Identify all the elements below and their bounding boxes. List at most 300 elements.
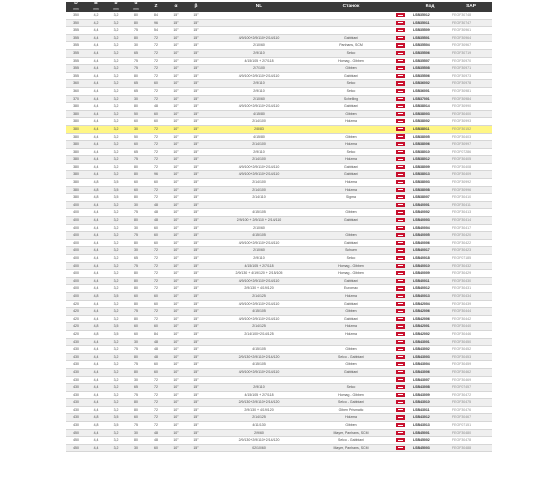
cell-bore: 80 [126,399,146,407]
cell-sap-code: FEOF30414 [450,217,492,225]
cell-sap-code: FEOF30748 [450,12,492,19]
cell-product-code: LSB38008 [410,186,450,194]
new-icon [396,271,405,275]
cell-pinholes [206,19,312,27]
cell-bore: 60 [126,292,146,300]
cell-alpha: 10° [166,422,186,430]
cell-teeth: 60 [146,224,166,232]
cell-diameter: 400 [66,209,86,217]
icon-cell [390,270,410,278]
cell-kerf: 4,4 [86,224,106,232]
cell-product-code: LSB40005 [410,232,450,240]
icon-cell [390,399,410,407]
table-row [66,141,492,149]
table-row [66,444,492,452]
cell-plate: 3,2 [106,65,126,73]
icon-cell [390,361,410,369]
new-icon [396,43,405,47]
cell-machine: Gabbiani [312,368,390,376]
cell-product-code: LSB43007 [410,376,450,384]
cell-teeth: 60 [146,444,166,452]
cell-sap-code: FEOF30410 [450,194,492,202]
cell-product-code: LSB38010 [410,148,450,156]
cell-teeth: 72 [146,376,166,384]
icon-cell [390,338,410,346]
cell-beta: 15° [186,95,206,103]
cell-diameter: 400 [66,201,86,209]
cell-alpha: 10° [166,80,186,88]
cell-beta: 15° [186,224,206,232]
new-icon [396,172,405,176]
icon-cell [390,141,410,149]
cell-bore: 75 [126,391,146,399]
cell-plate: 3,2 [106,133,126,141]
cell-bore: 30 [126,444,146,452]
cell-teeth: 72 [146,72,166,80]
cell-pinholes: 2/9/110 [206,384,312,392]
cell-plate: 3,2 [106,103,126,111]
icon-cell [390,353,410,361]
cell-pinholes [206,201,312,209]
table-row [66,42,492,50]
cell-sap-code: FEOF07457 [450,384,492,392]
cell-diameter: 400 [66,217,86,225]
cell-pinholes: 4/9/100+2/9/110+2/14/110 [206,277,312,285]
icon-cell [390,285,410,293]
cell-sap-code: FEOF30442 [450,315,492,323]
cell-beta: 15° [186,422,206,430]
table-row [66,262,492,270]
cell-pinholes: 4/15/105 + 2/7/118 [206,57,312,65]
cell-pinholes: 2/14/100 [206,118,312,126]
cell-sap-code: FEOF30420 [450,232,492,240]
cell-sap-code: FEOF30440 [450,323,492,331]
cell-bore: 75 [126,27,146,35]
table-row [66,72,492,80]
cell-alpha: 10° [166,179,186,187]
cell-diameter: 380 [66,148,86,156]
cell-kerf: 4,4 [86,110,106,118]
cell-kerf: 4,4 [86,156,106,164]
icon-cell [390,27,410,35]
table-row [66,95,492,103]
table-row [66,353,492,361]
cell-sap-code: FEOF30413 [450,209,492,217]
col-header-nl: NL [206,2,312,12]
cell-kerf: 4,4 [86,148,106,156]
cell-kerf: 4,4 [86,277,106,285]
icon-cell [390,308,410,316]
cell-diameter: 430 [66,376,86,384]
cell-bore: 80 [126,300,146,308]
cell-pinholes: 2/9/110 [206,80,312,88]
cell-sap-code: FEOF30408 [450,163,492,171]
cell-diameter: 430 [66,422,86,430]
cell-alpha: 10° [166,65,186,73]
cell-bore: 75 [126,262,146,270]
cell-bore: 30 [126,338,146,346]
cell-pinholes: 2/14/100 [206,141,312,149]
cell-beta: 15° [186,125,206,133]
cell-pinholes: 2/9/130 + 4/19/120 [206,285,312,293]
cell-machine: Gibben [312,209,390,217]
cell-teeth: 60 [146,110,166,118]
cell-pinholes: 2/14/125 [206,414,312,422]
icon-cell [390,148,410,156]
cell-machine: Holzma [312,292,390,300]
cell-alpha: 10° [166,201,186,209]
cell-sap-code: FEOF30422 [450,239,492,247]
cell-kerf: 4,4 [86,57,106,65]
cell-teeth: 72 [146,34,166,42]
cell-alpha: 10° [166,49,186,57]
new-icon [396,377,405,381]
cell-teeth: 84 [146,330,166,338]
cell-bore: 75 [126,232,146,240]
cell-machine: Holzma [312,414,390,422]
cell-pinholes: 2/10/60 [206,42,312,50]
cell-machine: Gabbiani [312,103,390,111]
cell-pinholes: 2/9/110 [206,87,312,95]
cell-alpha: 10° [166,148,186,156]
cell-sap-code: FEOF30475 [450,399,492,407]
cell-teeth: 72 [146,133,166,141]
table-row [66,19,492,27]
cell-machine: Holzma [312,186,390,194]
table-row [66,57,492,65]
cell-alpha: 10° [166,247,186,255]
cell-bore: 60 [126,141,146,149]
cell-alpha: 10° [166,292,186,300]
cell-plate: 3,2 [106,277,126,285]
new-icon [396,241,405,245]
cell-alpha: 10° [166,391,186,399]
cell-sap-code: FEOF30403 [450,133,492,141]
cell-beta: 15° [186,391,206,399]
icon-cell [390,72,410,80]
cell-machine [312,19,390,27]
cell-machine: Gabbiani [312,171,390,179]
cell-beta: 15° [186,133,206,141]
cell-machine: Gabbiani [312,34,390,42]
cell-teeth: 72 [146,262,166,270]
table-header [66,2,492,12]
cell-machine: Schelling [312,95,390,103]
cell-machine: Gabbiani [312,163,390,171]
cell-plate: 3,2 [106,361,126,369]
cell-diameter: 430 [66,338,86,346]
table-row [66,368,492,376]
cell-beta: 15° [186,194,206,202]
cell-teeth: 72 [146,87,166,95]
table-row [66,255,492,263]
cell-sap-code: FEOF30469 [450,376,492,384]
cell-teeth: 60 [146,300,166,308]
new-icon [396,150,405,154]
cell-sap-code: FEOF30452 [450,346,492,354]
cell-teeth: 60 [146,292,166,300]
cell-product-code: LSB43001 [410,338,450,346]
table-row [66,171,492,179]
cell-sap-code: FEOF30478 [450,437,492,445]
cell-machine: Selco - Gabbiani [312,399,390,407]
table-row [66,323,492,331]
cell-kerf: 4,4 [86,209,106,217]
new-icon [396,134,405,138]
new-icon [396,324,405,328]
cell-alpha: 10° [166,27,186,35]
table-body [66,12,492,452]
cell-alpha: 10° [166,285,186,293]
cell-alpha: 10° [166,103,186,111]
new-icon [396,210,405,214]
cell-teeth: 48 [146,201,166,209]
cell-beta: 15° [186,384,206,392]
cell-sap-code: FEOF30152 [450,125,492,133]
table-row [66,118,492,126]
cell-teeth: 72 [146,270,166,278]
icon-cell [390,437,410,445]
icon-cell [390,422,410,430]
new-icon [396,66,405,70]
cell-alpha: 10° [166,141,186,149]
cell-teeth: 60 [146,368,166,376]
cell-product-code: LSB38003 [410,179,450,187]
product-table-sheet [66,2,492,452]
cell-machine: Selco - Gabbiani [312,353,390,361]
cell-product-code: LSB38003 [410,110,450,118]
cell-machine: Gabbiani [312,217,390,225]
cell-product-code: LSB38009 [410,163,450,171]
cell-beta: 15° [186,323,206,331]
cell-pinholes: 2/9/130+2/9/110+2/14/120 [206,353,312,361]
cell-plate: 3,2 [106,270,126,278]
cell-beta: 15° [186,444,206,452]
table-row [66,148,492,156]
cell-beta: 15° [186,27,206,35]
cell-machine: Selco [312,80,390,88]
cell-diameter: 400 [66,255,86,263]
cell-machine: Gibben [312,232,390,240]
cell-diameter: 420 [66,323,86,331]
cell-sap-code: FEOF30488 [450,444,492,452]
cell-alpha: 10° [166,194,186,202]
cell-bore: 80 [126,163,146,171]
cell-machine: Gabbiani [312,300,390,308]
cell-teeth: 72 [146,141,166,149]
icon-cell [390,406,410,414]
cell-bore: 80 [126,353,146,361]
cell-product-code: LSB38006 [410,141,450,149]
cell-alpha: 10° [166,406,186,414]
table-row [66,315,492,323]
cell-plate: 3,2 [106,49,126,57]
cell-diameter: 420 [66,315,86,323]
new-icon [396,355,405,359]
table-row [66,292,492,300]
new-icon [396,51,405,55]
cell-beta: 15° [186,110,206,118]
cell-diameter: 355 [66,34,86,42]
cell-bore: 60 [126,118,146,126]
cell-sap-code: FEOF30430 [450,277,492,285]
cell-pinholes: 2/14/100 [206,156,312,164]
icon-cell [390,346,410,354]
cell-kerf: 4,4 [86,42,106,50]
cell-plate: 3,2 [106,353,126,361]
cell-plate: 3,2 [106,255,126,263]
cell-kerf: 4,8 [86,323,106,331]
cell-plate: 3,2 [106,262,126,270]
cell-beta: 15° [186,255,206,263]
cell-kerf: 4,4 [86,361,106,369]
cell-teeth: 48 [146,103,166,111]
cell-machine: Holzma [312,323,390,331]
cell-product-code: LSB45002 [410,437,450,445]
cell-plate: 3,2 [106,171,126,179]
new-icon [396,119,405,123]
cell-sap-code: FEOF30747 [450,19,492,27]
icon-cell [390,391,410,399]
col-header-d: D mm [66,2,86,12]
cell-pinholes: 4/15/105 + 2/7/118 [206,391,312,399]
table-row [66,300,492,308]
cell-plate: 3,2 [106,444,126,452]
cell-sap-code: FEOF30961 [450,27,492,35]
cell-machine: Sigma [312,194,390,202]
new-icon [396,423,405,427]
cell-pinholes: 4/15/105 [206,346,312,354]
cell-pinholes: 2/7/100 [206,65,312,73]
cell-teeth: 72 [146,384,166,392]
col-header-sap: SAP [450,2,492,12]
cell-plate: 3,2 [106,239,126,247]
cell-alpha: 10° [166,399,186,407]
table-row [66,330,492,338]
cell-teeth: 72 [146,406,166,414]
cell-plate: 3,2 [106,232,126,240]
cell-product-code: LSB35011 [410,19,450,27]
cell-bore: 75 [126,156,146,164]
cell-diameter: 380 [66,133,86,141]
cell-diameter: 380 [66,163,86,171]
cell-diameter: 420 [66,330,86,338]
cell-beta: 15° [186,285,206,293]
icon-cell [390,217,410,225]
cell-beta: 15° [186,19,206,27]
cell-product-code: LSB45003 [410,444,450,452]
table-row [66,414,492,422]
cell-product-code: LSB36001 [410,87,450,95]
cell-product-code: LSB43003 [410,353,450,361]
icon-cell [390,239,410,247]
cell-pinholes: 4/9/100+2/9/110+2/14/110 [206,239,312,247]
cell-bore: 75 [126,57,146,65]
icon-cell [390,224,410,232]
cell-product-code: LSB40001 [410,201,450,209]
cell-bore: 80 [126,315,146,323]
col-header-icon [390,2,410,12]
cell-machine: Selco [312,49,390,57]
new-icon [396,370,405,374]
new-icon [396,408,405,412]
cell-diameter: 430 [66,399,86,407]
cell-kerf: 4,4 [86,171,106,179]
cell-kerf: 4,4 [86,87,106,95]
cell-kerf: 4,4 [86,49,106,57]
cell-bore: 30 [126,42,146,50]
cell-plate: 3,2 [106,57,126,65]
col-header-kod: Код [410,2,450,12]
cell-pinholes: 2/9/130+2/9/110+2/14/120 [206,399,312,407]
cell-teeth: 72 [146,163,166,171]
cell-teeth: 72 [146,247,166,255]
cell-product-code: LSB35506 [410,72,450,80]
cell-bore: 80 [126,368,146,376]
cell-teeth: 72 [146,308,166,316]
table-row [66,27,492,35]
cell-machine: Gibben [312,308,390,316]
cell-beta: 15° [186,361,206,369]
table-row [66,376,492,384]
cell-machine: Gibben [312,110,390,118]
cell-diameter: 420 [66,300,86,308]
new-icon [396,340,405,344]
cell-product-code: LSB37001 [410,95,450,103]
cell-pinholes: 4/15/105 + 2/7/118 [206,262,312,270]
cell-kerf: 4,4 [86,353,106,361]
cell-bore: 75 [126,346,146,354]
cell-pinholes: 2/9/110 [206,148,312,156]
cell-sap-code: FEOF07151 [450,422,492,430]
icon-cell [390,163,410,171]
cell-bore: 80 [126,239,146,247]
cell-pinholes: 2/9/100 + 2/9/110 + 2/14/110 [206,217,312,225]
cell-alpha: 10° [166,361,186,369]
cell-alpha: 10° [166,330,186,338]
cell-beta: 15° [186,399,206,407]
cell-kerf: 4,4 [86,72,106,80]
cell-diameter: 380 [66,186,86,194]
cell-machine: Selco - Gabbiani [312,437,390,445]
cell-sap-code: FEOF30981 [450,87,492,95]
cell-diameter: 355 [66,42,86,50]
cell-beta: 15° [186,315,206,323]
cell-bore: 75 [126,209,146,217]
cell-product-code: LSB35501 [410,34,450,42]
cell-product-code: LSB43002 [410,346,450,354]
cell-alpha: 10° [166,368,186,376]
new-icon [396,180,405,184]
cell-diameter: 355 [66,72,86,80]
cell-teeth: 72 [146,57,166,65]
new-icon [396,286,405,290]
cell-diameter: 360 [66,80,86,88]
cell-pinholes: 02/10/60 [206,444,312,452]
table-row [66,239,492,247]
cell-beta: 15° [186,270,206,278]
cell-kerf: 4,4 [86,141,106,149]
new-icon [396,81,405,85]
cell-bore: 30 [126,376,146,384]
cell-diameter: 380 [66,110,86,118]
cell-teeth: 72 [146,156,166,164]
cell-plate: 3,2 [106,308,126,316]
cell-product-code: LSB36002 [410,80,450,88]
cell-pinholes: 4/15/80 [206,110,312,118]
cell-beta: 15° [186,437,206,445]
cell-bore: 65 [126,80,146,88]
